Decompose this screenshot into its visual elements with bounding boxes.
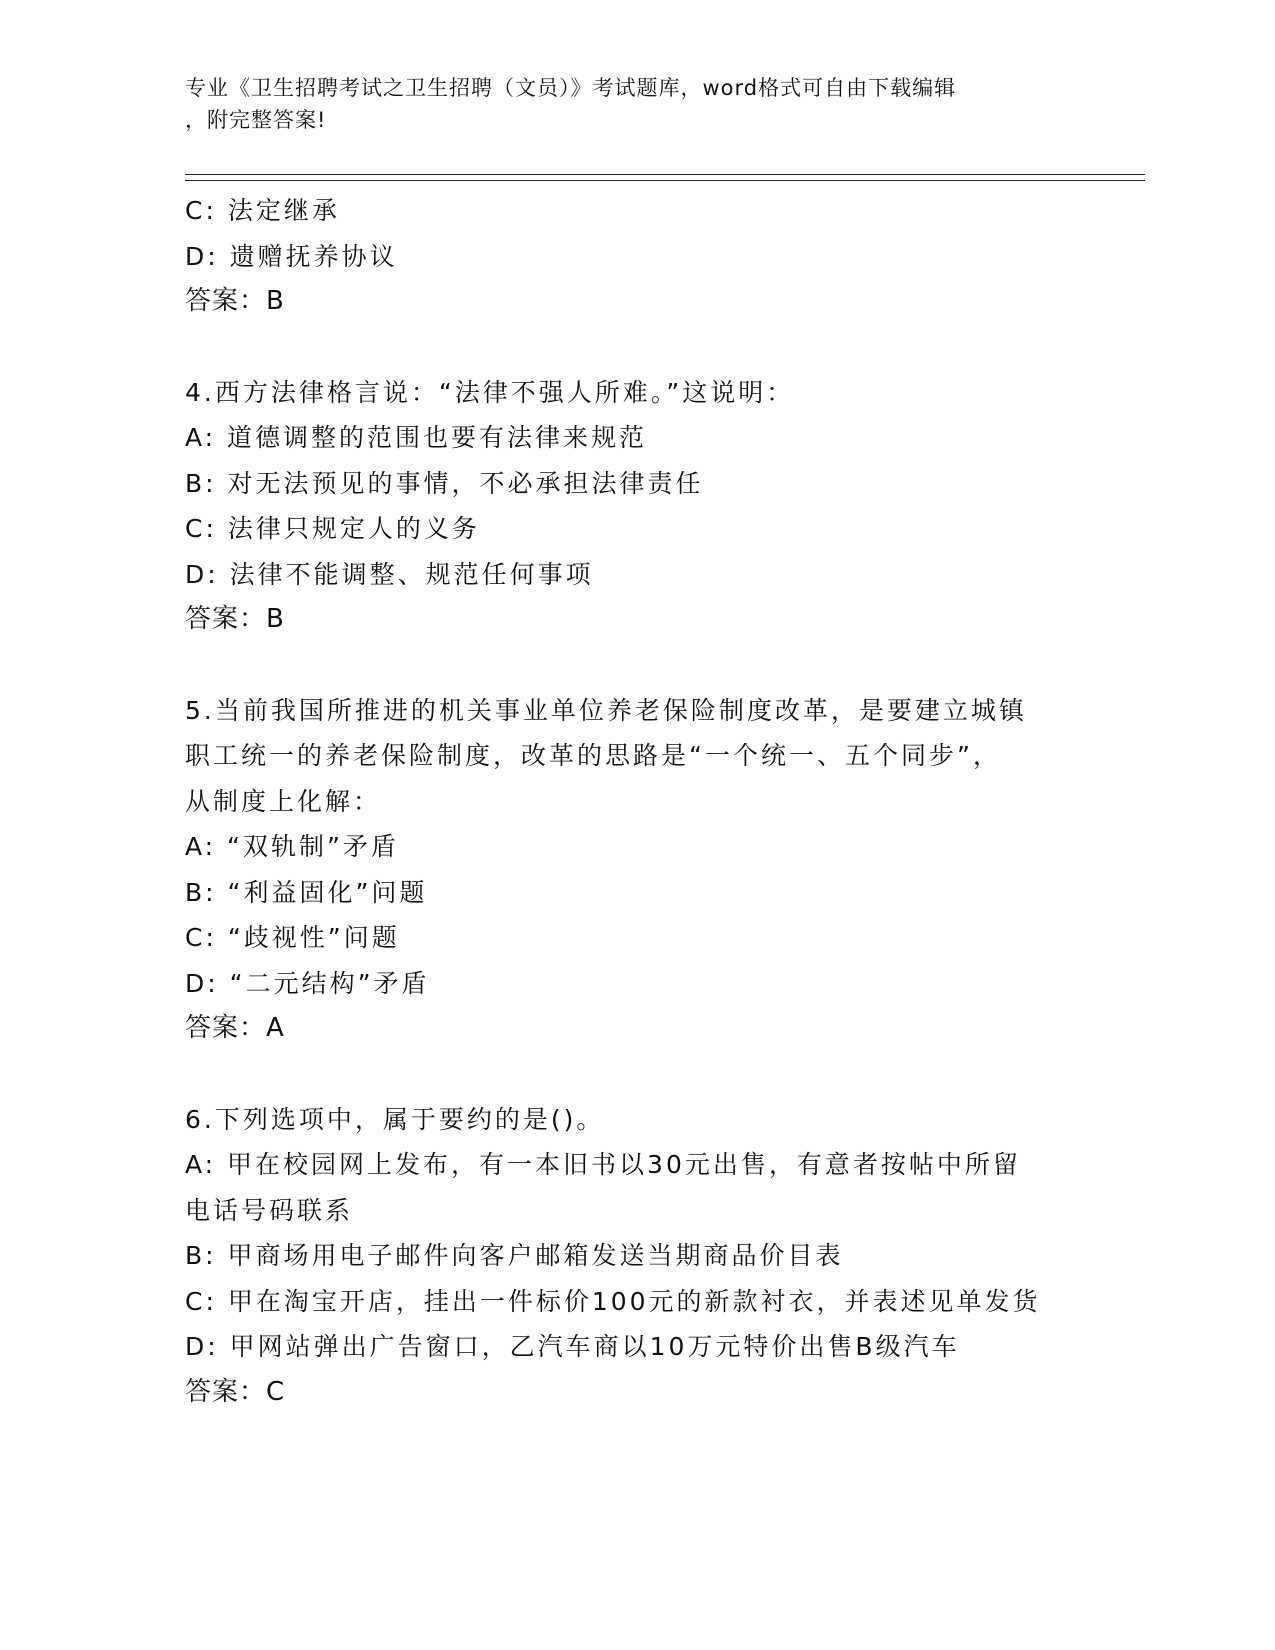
question-block-6 <box>185 1097 1085 1416</box>
answer-line: 答案：A <box>185 1013 285 1043</box>
option-d: D: 甲网站弹出广告窗口，乙汽车商以10万元特价出售B级汽车 <box>185 1332 960 1361</box>
option-c: C: “歧视性”问题 <box>185 923 400 952</box>
option-c: C: 甲在淘宝开店，挂出一件标价100元的新款衬衣，并表述见单发货 <box>185 1286 1041 1316</box>
header-rule-top <box>185 174 1145 175</box>
answer-line: 答案：B <box>185 286 285 316</box>
option-a: A: 道德调整的范围也要有法律来规范 <box>185 423 648 452</box>
question-block-3 <box>185 188 1085 325</box>
document-header <box>185 72 1065 136</box>
question-text: 4.西方法律格言说：“法律不强人所难。”这说明： <box>185 377 795 407</box>
option-c: C: 法定继承 <box>185 196 340 225</box>
question-text: 6.下列选项中，属于要约的是()。 <box>185 1104 605 1134</box>
option-d: D: 遗赠抚养协议 <box>185 241 398 271</box>
answer-line: 答案：C <box>185 1376 286 1407</box>
option-a-continued: 电话号码联系 <box>185 1195 354 1225</box>
answer-line: 答案：B <box>185 604 285 634</box>
option-d: D: “二元结构”矛盾 <box>185 968 430 998</box>
question-text: 5.当前我国所推进的机关事业单位养老保险制度改革，是要建立城镇 <box>185 695 1027 725</box>
option-b: B: 对无法预见的事情，不必承担法律责任 <box>185 468 704 498</box>
question-block-5 <box>185 688 1085 1052</box>
option-b: B: 甲商场用电子邮件向客户邮箱发送当期商品价目表 <box>185 1241 844 1270</box>
question-list <box>185 188 1085 1415</box>
header-line-1: 专业《卫生招聘考试之卫生招聘（文员）》考试题库，word格式可自由下载编辑 <box>185 76 957 100</box>
header-rule-bottom <box>185 180 1145 181</box>
option-b: B: “利益固化”问题 <box>185 877 428 907</box>
option-a: A: 甲在校园网上发布，有一本旧书以30元出售，有意者按帖中所留 <box>185 1150 1021 1179</box>
question-text: 从制度上化解： <box>185 786 382 816</box>
option-d: D: 法律不能调整、规范任何事项 <box>185 559 594 589</box>
option-c: C: 法律只规定人的义务 <box>185 514 480 543</box>
question-text: 职工统一的养老保险制度，改革的思路是“一个统一、五个同步”， <box>185 741 1001 770</box>
question-block-4 <box>185 370 1085 643</box>
header-line-2: ，附完整答案! <box>185 108 327 132</box>
option-a: A: “双轨制”矛盾 <box>185 832 399 861</box>
